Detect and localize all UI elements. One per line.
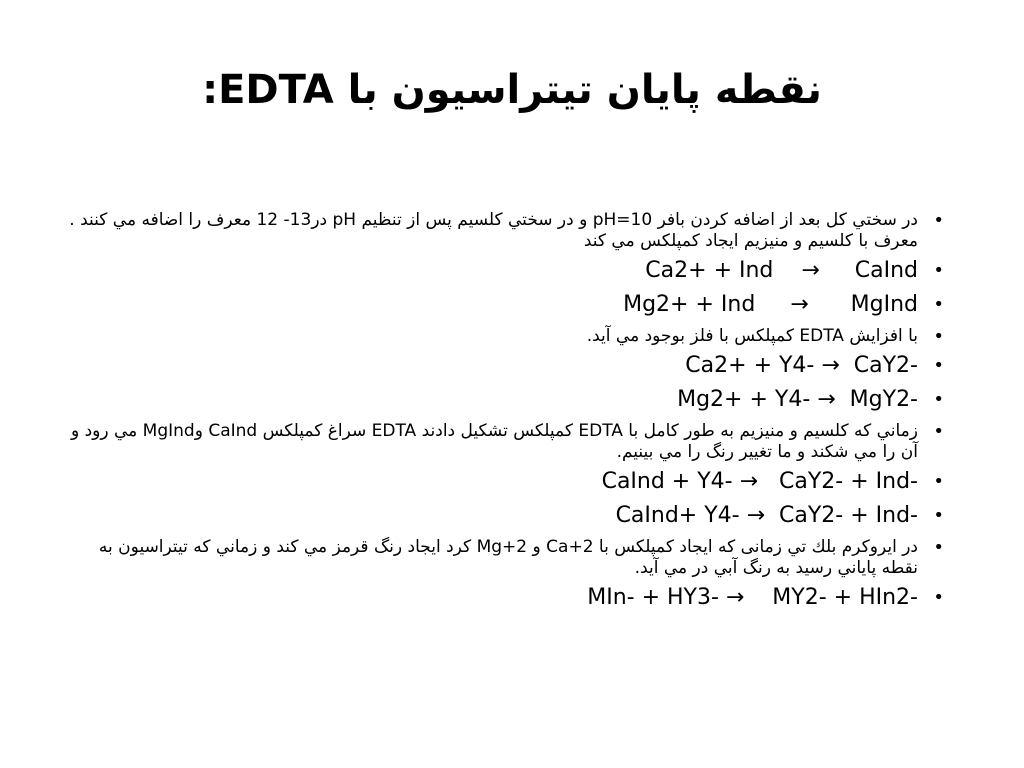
bullet-item-0	[60, 210, 948, 252]
slide-title: نقطه پایان تیتراسیون با EDTA:	[202, 67, 822, 113]
bullet-item-9	[60, 537, 948, 579]
bullet-item-5	[60, 387, 948, 413]
bullet-item-1	[60, 258, 948, 284]
bullet-item-4	[60, 353, 948, 379]
bullet-text: در سختي كل بعد از اضافه كردن بافر pH=10 و در سختي كلسيم پس از تنظيم pH در13- 12 معرف را اضافه مي كنند . معرف با كلسيم و منيزيم ايجاد كمپلكس مي كند	[69, 210, 918, 251]
bullet-text: با افزايش EDTA كمپلكس با فلز بوجود مي آيد.	[586, 326, 918, 346]
bullet-item-6	[60, 421, 948, 463]
equation-text: Mg2+ + Ind → MgInd	[623, 292, 918, 317]
bullet-text: زماني كه كلسيم و منيزيم به طور كامل با EDTA كمپلكس تشكيل دادند EDTA سراغ كمپلكس CaInd وMgInd مي رود و آن را مي شكند و ما تغيير رنگ را مي بينيم.	[70, 421, 918, 462]
equation-text: CaInd + Y4- → CaY2- + Ind-	[601, 469, 918, 494]
equation-text: CaInd+ Y4- → CaY2- + Ind-	[615, 503, 918, 528]
bullet-list	[60, 210, 948, 619]
bullet-item-8	[60, 503, 948, 529]
equation-text: Mg2+ + Y4- → MgY2-	[677, 387, 918, 412]
bullet-item-7	[60, 469, 948, 495]
bullet-item-3	[60, 326, 948, 347]
equation-text: MIn- + HY3- → MY2- + HIn2-	[587, 585, 918, 610]
bullet-text: در ايروكرم بلك تي زمانی كه ايجاد كمپلكس با 2+Ca و 2+Mg كرد ايجاد رنگ قرمز مي كند و زماني كه تيتراسيون به نقطه پاياني رسيد به رنگ آبي در مي آيد.	[98, 537, 918, 578]
equation-text: Ca2+ + Y4- → CaY2-	[685, 353, 918, 378]
equation-text: Ca2+ + Ind → CaInd	[645, 258, 918, 283]
bullet-item-10	[60, 585, 948, 611]
bullet-item-2	[60, 292, 948, 318]
